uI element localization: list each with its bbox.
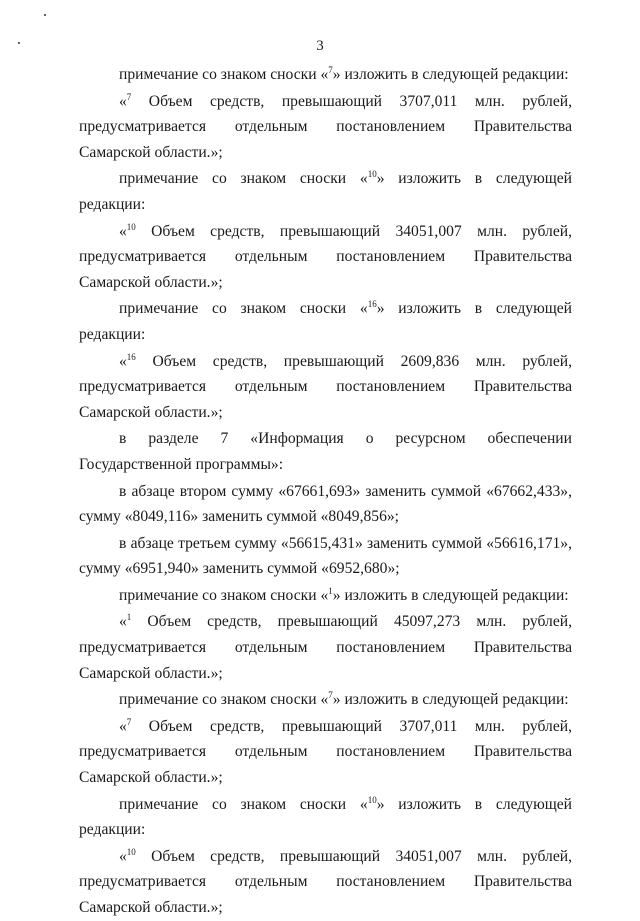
paragraph-text: примечание со знаком сноски « <box>119 586 329 604</box>
paragraph-text: Объем средств, превышающий 45097,273 млн. рублей, предусматривается отдельным постановлением Правительства Самарской области.»; <box>79 613 572 682</box>
paragraph-text: » изложить в следующей редакции: <box>332 691 569 709</box>
paragraph-p11 <box>79 609 572 686</box>
paragraph-p10 <box>79 583 572 609</box>
paragraph-text: » изложить в следующей редакции: <box>79 300 572 343</box>
paragraph-text: примечание со знаком сноски « <box>119 170 368 188</box>
paragraph-text: » изложить в следующей редакции: <box>332 66 569 83</box>
paragraph-text: примечание со знаком сноски « <box>119 795 368 813</box>
paragraph-text: Объем средств, превышающий 2609,836 млн. рублей, предусматривается отдельным постановлением Правительства Самарской области.»; <box>79 352 572 421</box>
paragraph-text: Объем средств, превышающий 34051,007 млн. рублей, предусматривается отдельным постановлением Правительства Самарской области.»; <box>79 222 572 291</box>
footnote-mark: 7 <box>126 716 132 727</box>
paragraph-p3 <box>79 166 572 217</box>
paragraph-text: « <box>119 352 127 370</box>
paragraph-p12 <box>79 687 572 713</box>
paragraph-p7 <box>79 426 572 477</box>
footnote-mark: 1 <box>328 585 333 596</box>
paragraph-p13 <box>79 714 572 791</box>
paragraph-text: Объем средств, превышающий 34051,007 млн. рублей, предусматривается отдельным постановлением Правительства Самарской области.»; <box>79 847 572 916</box>
footnote-mark: 7 <box>328 690 333 701</box>
paragraph-p14 <box>79 792 572 843</box>
paragraph-text: « <box>119 847 127 865</box>
paragraph-p9 <box>79 531 572 582</box>
paragraph-text: Объем средств, превышающий 3707,011 млн. рублей, предусматривается отдельным постановлением Правительства Самарской области.»; <box>79 92 572 161</box>
paragraph-text: примечание со знаком сноски « <box>119 300 368 318</box>
footnote-mark: 10 <box>367 794 377 805</box>
paragraph-p6 <box>79 349 572 426</box>
paragraph-text: в разделе 7 «Информация о ресурсном обеспечении Государственной программы»: <box>79 430 572 473</box>
page-number: 3 <box>316 38 324 54</box>
paragraph-text: » изложить в следующей редакции: <box>332 586 569 604</box>
paragraph-text: « <box>119 613 127 631</box>
paragraph-text: в абзаце втором сумму «67661,693» заменить суммой «67662,433», сумму «8049,116» заменить суммой «8049,856»; <box>79 482 572 526</box>
footnote-mark: 16 <box>126 351 136 362</box>
paragraph-p1 <box>79 62 572 88</box>
footnote-mark: 10 <box>126 221 136 232</box>
paragraph-text: » изложить в следующей редакции: <box>79 170 572 213</box>
footnote-mark: 7 <box>328 65 333 75</box>
paragraph-p2 <box>79 89 572 166</box>
paragraph-text: примечание со знаком сноски « <box>119 66 329 83</box>
footnote-mark: 16 <box>367 299 377 310</box>
footnote-mark: 10 <box>367 169 377 180</box>
paragraph-p4 <box>79 219 572 296</box>
paragraph-text: » изложить в следующей редакции: <box>79 795 572 839</box>
paragraph-text: « <box>119 222 127 240</box>
paragraph-p8 <box>79 479 572 530</box>
footnote-mark: 7 <box>126 91 132 102</box>
paragraph-text: Объем средств, превышающий 3707,011 млн. рублей, предусматривается отдельным постановлением Правительства Самарской области.»; <box>79 717 572 787</box>
paragraph-text: « <box>119 92 127 110</box>
document-body <box>79 62 572 921</box>
paragraph-p5 <box>79 296 572 347</box>
paragraph-text: примечание со знаком сноски « <box>119 691 329 709</box>
footnote-mark: 1 <box>126 612 132 623</box>
footnote-mark: 10 <box>126 846 136 857</box>
scan-speck <box>44 14 46 16</box>
paragraph-text: в абзаце третьем сумму «56615,431» заменить суммой «56616,171», сумму «6951,940» заменить суммой «6952,680»; <box>79 534 572 578</box>
paragraph-text: « <box>119 717 127 735</box>
paragraph-p15 <box>79 844 572 921</box>
